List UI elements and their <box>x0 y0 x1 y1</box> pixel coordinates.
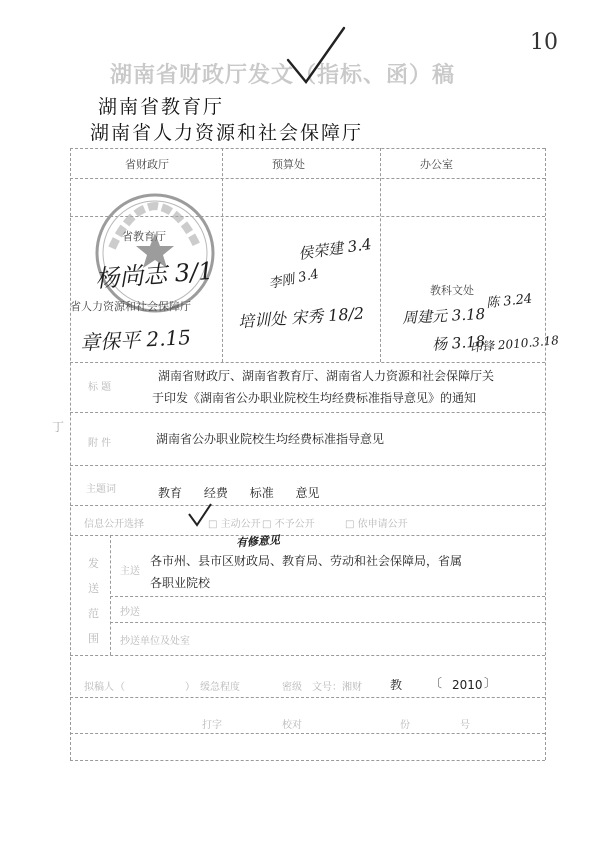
doc-number-char: 教 <box>390 678 403 692</box>
check-mark-icon <box>280 22 350 92</box>
table-divider <box>70 412 545 413</box>
table-left-border <box>70 148 71 760</box>
table-bottom-border <box>70 760 545 761</box>
table-right-border <box>545 148 546 760</box>
document-title-line-2: 于印发《湖南省公办职业院校生均经费标准指导意见》的通知 <box>152 391 477 405</box>
cc-label: 抄送单位及处室 <box>120 636 190 647</box>
copy-label: 抄送 <box>120 607 140 618</box>
signature-b: 印锋 2010.3.18 <box>469 333 560 355</box>
form-title: 湖南省财政厅发文（指标、函）稿 <box>110 63 456 88</box>
signature-education: 杨尚志 3/1 <box>94 256 215 294</box>
dept-hr-label: 省人力资源和社会保障厅 <box>70 300 191 313</box>
side-mark: 围 <box>88 632 99 645</box>
secret-label: 密级 <box>282 682 302 693</box>
keywords-label: 主题词 <box>86 484 116 495</box>
handwritten-note: 有修意见 <box>235 533 281 550</box>
copies-label: 份 <box>400 720 410 731</box>
table-divider <box>110 622 545 623</box>
doc-number-bracket-close: 〕 <box>484 676 497 690</box>
doc-number-bracket: 〔 <box>430 676 443 690</box>
num-label: 号 <box>460 720 470 731</box>
signature-top: 侯荣建 3.4 <box>297 234 373 264</box>
header-general-office: 办公室 <box>420 158 453 171</box>
recipients-line-1: 各市州、县市区财政局、教育局、劳动和社会保障局，省属 <box>150 554 463 568</box>
side-mark: 发 <box>88 557 99 570</box>
check-mark-icon <box>186 502 214 528</box>
recipients-line-2: 各职业院校 <box>150 576 211 590</box>
table-divider <box>70 655 545 656</box>
keyword: 经费 <box>203 486 228 500</box>
document-title-line-1: 湖南省财政厅、湖南省教育厅、湖南省人力资源和社会保障厅关 <box>158 369 495 383</box>
table-divider <box>70 505 545 506</box>
table-divider <box>70 178 545 179</box>
main-send-label: 主送 <box>120 566 140 577</box>
side-mark: 范 <box>88 607 99 620</box>
proof-label: 校对 <box>282 720 302 731</box>
sender-education: 湖南省教育厅 <box>98 96 225 118</box>
paren-close: ） <box>185 682 195 693</box>
attachment-value: 湖南省公办职业院校生均经费标准指导意见 <box>156 432 385 446</box>
doc-number-prefix: 文号：湘财 <box>312 682 362 693</box>
disclosure-label: 信息公开选择 <box>84 519 144 530</box>
signature-mid: 李刚 3.4 <box>267 266 321 293</box>
drafter-label: 拟稿人 <box>84 682 114 693</box>
dept-edu-sci-label: 教科文处 <box>430 284 474 297</box>
signature-hr: 章保平 2.15 <box>79 325 192 355</box>
table-divider <box>70 697 545 698</box>
side-mark: 送 <box>88 582 99 595</box>
keyword: 教育 <box>158 486 183 500</box>
table-divider <box>110 596 545 597</box>
disclosure-option[interactable]: □ 主动公开 <box>208 519 261 530</box>
paren-open: （ <box>115 682 125 693</box>
table-col-divider <box>110 535 111 655</box>
table-col-divider <box>380 148 381 362</box>
sender-hr: 湖南省人力资源和社会保障厅 <box>90 122 364 144</box>
signature-a: 陈 3.24 <box>485 291 533 312</box>
table-divider <box>70 465 545 466</box>
table-divider <box>70 733 545 734</box>
dept-education-label: 省教育厅 <box>122 230 166 243</box>
signature-edu-sci: 周建元 3.18 <box>401 304 486 328</box>
title-label: 标 题 <box>88 382 112 393</box>
signature-c: 杨 3.18 <box>431 332 486 354</box>
attachment-label: 附 件 <box>88 438 112 449</box>
keyword: 标准 <box>249 486 274 500</box>
table-divider <box>70 362 545 363</box>
left-margin-mark: 丁 <box>52 420 65 434</box>
table-divider <box>70 535 545 536</box>
keyword: 意见 <box>295 486 320 500</box>
doc-number-year: 2010 <box>452 678 483 692</box>
typist-label: 打字 <box>202 720 222 731</box>
table-col-divider <box>222 148 223 362</box>
page-number: 10 <box>530 30 558 55</box>
table-top-border <box>70 148 545 149</box>
disclosure-option[interactable]: □ 依申请公开 <box>345 519 408 530</box>
header-finance-dept: 省财政厅 <box>125 158 169 171</box>
signature-training: 培训处 宋秀 18/2 <box>237 303 365 332</box>
keywords-list <box>158 484 320 501</box>
urgency-label: 缓急程度 <box>200 682 240 693</box>
header-budget-office: 预算处 <box>272 158 305 171</box>
disclosure-option[interactable]: □ 不予公开 <box>262 519 315 530</box>
